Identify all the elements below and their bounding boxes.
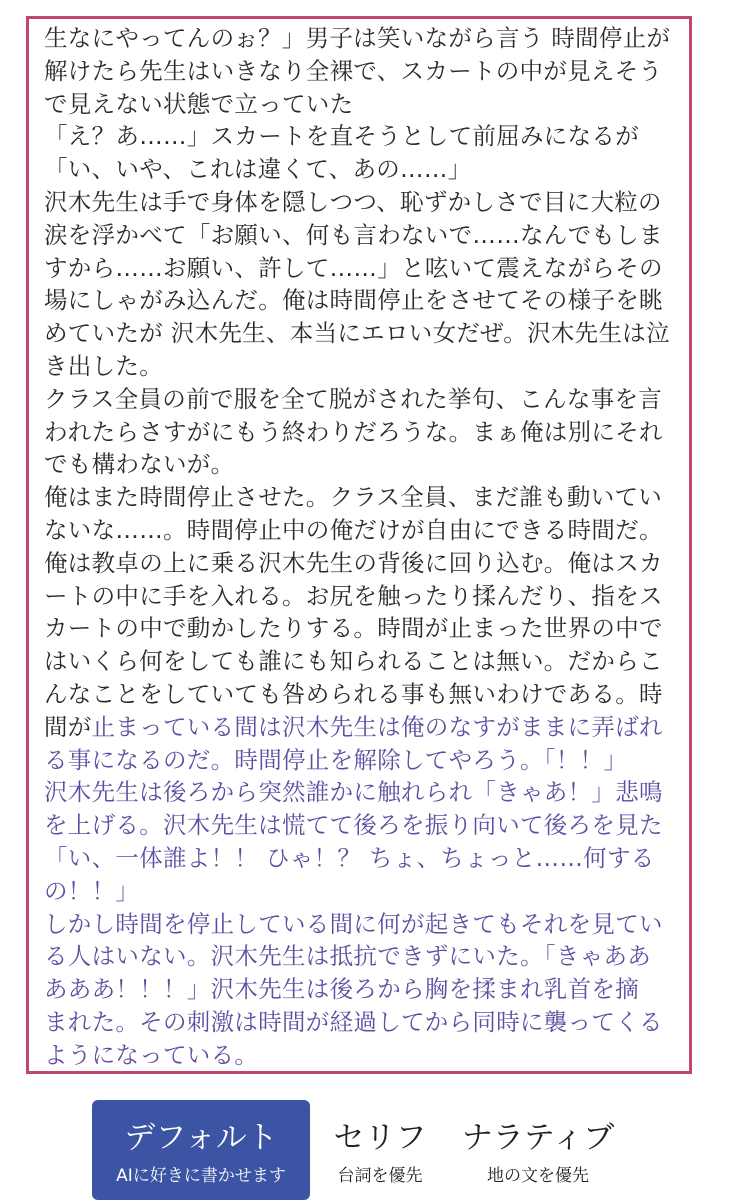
story-line-text: 「え？あ……」スカートを直そうとして前屈みになるが (44, 122, 639, 151)
story-line (44, 809, 676, 842)
writing-mode-selector (0, 1098, 750, 1203)
story-line-text: われたらさすがにもう終わりだろうな。まぁ俺は別にそれ (44, 417, 663, 446)
story-line-text: き出した。 (44, 351, 163, 380)
story-line-text: でも構わないが。 (44, 450, 235, 479)
story-line-text: 俺は教卓の上に乗る沢木先生の背後に回り込む。俺はスカ (44, 548, 663, 577)
story-line-text: めていたが 沢木先生、本当にエロい女だぜ。沢木先生は泣 (44, 319, 670, 348)
story-line (44, 678, 676, 711)
story-line-text: で見えない状態で立っていた (44, 89, 354, 118)
story-line-text: 沢木先生は手で身体を隠しつつ、恥ずかしさで目に大粒の (44, 187, 662, 216)
story-line (44, 1006, 676, 1039)
story-line-generated-text: 止まっている間は沢木先生は俺のなすがままに弄ばれ (91, 712, 663, 741)
story-line (44, 645, 676, 678)
story-line-text: ートの中に手を入れる。お尻を触ったり揉んだり、指をス (44, 581, 663, 610)
story-line (44, 120, 676, 153)
story-line-text: すから……お願い、許して……」と呟いて震えながらその (44, 253, 663, 282)
story-line (44, 284, 676, 317)
story-line-text: 涙を浮かべて「お願い、何も言わないで……なんでもしま (44, 220, 663, 249)
story-line-text: 場にしゃがみ込んだ。俺は時間停止をさせてその様子を眺 (44, 286, 663, 315)
story-line-text: はいくら何をしても誰にも知られることは無い。だからこ (44, 647, 663, 676)
story-line (44, 22, 676, 55)
story-line-text: 間が (44, 712, 92, 741)
story-line (44, 973, 676, 1006)
mode-default-title: デフォルト (124, 1120, 278, 1156)
story-line (44, 547, 676, 580)
story-line-generated-text: しかし時間を停止している間に何が起きてもそれを見てい (44, 909, 663, 938)
mode-narrative-subtitle: 地の文を優先 (487, 1166, 589, 1186)
story-text-area[interactable] (26, 16, 692, 1074)
mode-default-button[interactable] (92, 1100, 310, 1200)
story-line-generated-text: 沢木先生は後ろから突然誰かに触れられ「きゃあ！」悲鳴 (44, 778, 663, 807)
story-line (44, 186, 676, 219)
story-line-text: ないな……。時間停止中の俺だけが自由にできる時間だ。 (44, 515, 663, 544)
mode-narrative-title: ナラティブ (461, 1120, 615, 1156)
story-line-generated-text: まれた。その刺激は時間が経過してから同時に襲ってくる (44, 1007, 663, 1036)
story-line-text: 解けたら先生はいきなり全裸で、スカートの中が見えそう (44, 56, 663, 85)
mode-dialogue-button[interactable] (318, 1100, 442, 1200)
story-line-text: 俺はまた時間停止させた。クラス全員、まだ誰も動いてい (44, 483, 663, 512)
story-line-generated-text: る人はいない。沢木先生は抵抗できずにいた。「きゃああ (44, 942, 652, 971)
story-line (44, 1039, 676, 1072)
story-line (44, 317, 676, 350)
story-line (44, 580, 676, 613)
story-line (44, 55, 676, 88)
story-line (44, 776, 676, 809)
story-line-text: クラス全員の前で服を全て脱がされた挙句、こんな事を言 (44, 384, 663, 413)
story-line (44, 252, 676, 285)
story-line (44, 88, 676, 121)
story-line (44, 383, 676, 416)
story-line-text: んなことをしていても咎められる事も無いわけである。時 (44, 679, 663, 708)
mode-dialogue-subtitle: 台詞を優先 (337, 1166, 423, 1186)
story-line-generated-text: る事になるのだ。時間停止を解除してやろう。「！！」 (44, 745, 628, 774)
story-line (44, 875, 676, 908)
story-line (44, 612, 676, 645)
story-body[interactable] (44, 22, 676, 1072)
story-line-text: カートの中で動かしたりする。時間が止まった世界の中で (44, 614, 663, 643)
mode-narrative-button[interactable] (452, 1100, 624, 1200)
story-line (44, 350, 676, 383)
story-line-generated-text: あああ！！！」沢木先生は後ろから胸を揉まれ乳首を摘 (44, 975, 639, 1004)
story-line (44, 416, 676, 449)
mode-default-subtitle: AIに好きに書かせます (116, 1166, 286, 1186)
story-line (44, 908, 676, 941)
story-line (44, 711, 676, 744)
story-line (44, 940, 676, 973)
story-line-generated-text: の！！」 (44, 876, 140, 905)
story-line-generated-text: を上げる。沢木先生は慌てて後ろを振り向いて後ろを見た (44, 811, 663, 840)
story-line-text: 「い、いや、これは違くて、あの……」 (44, 155, 472, 184)
story-line (44, 219, 676, 252)
story-line-generated-text: ようになっている。 (44, 1040, 259, 1069)
mode-dialogue-title: セリフ (333, 1120, 427, 1156)
story-line (44, 481, 676, 514)
story-line (44, 153, 676, 186)
story-line-generated-text: 「い、一体誰よ！！ ひゃ！？ ちょ、ちょっと……何する (44, 843, 655, 872)
story-line (44, 744, 676, 777)
story-line (44, 514, 676, 547)
story-line (44, 448, 676, 481)
story-line-text: 生なにやってんのぉ？」男子は笑いながら言う 時間停止が (44, 24, 671, 52)
story-line (44, 842, 676, 875)
